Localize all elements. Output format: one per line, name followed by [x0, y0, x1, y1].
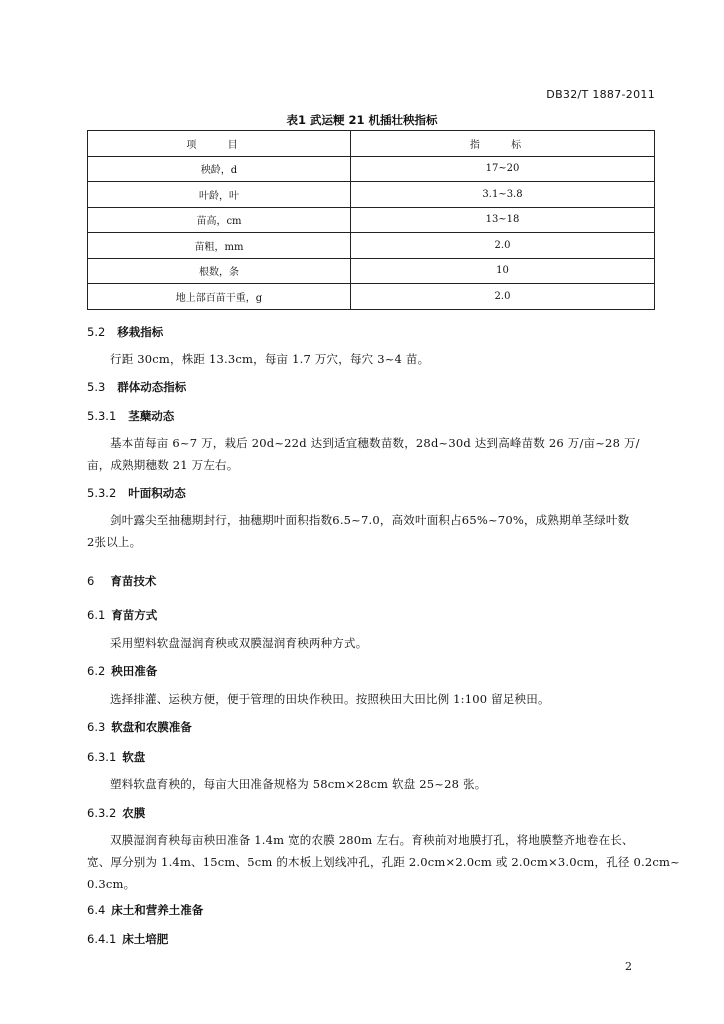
table-cell-item: 苗粗，mm: [88, 233, 351, 259]
paragraph-line: 采用塑料软盘湿润育秧或双膜湿润育秧两种方式。: [110, 636, 368, 650]
table-cell-value: 3.1~3.8: [351, 182, 655, 208]
paragraph-line: 行距 30cm，株距 13.3cm，每亩 1.7 万穴，每穴 3~4 苗。: [110, 352, 430, 366]
section-heading: [87, 931, 168, 947]
section-heading: [87, 805, 145, 821]
section-title: 茎蘖动态: [128, 409, 175, 423]
section-heading: [87, 607, 157, 623]
paragraph-line: 亩，成熟期穗数 21 万左右。: [87, 458, 239, 472]
section-title: 软盘: [122, 750, 146, 764]
table-cell-item: 叶龄，叶: [88, 182, 351, 208]
section-heading: [87, 573, 156, 589]
section-heading: [87, 663, 157, 679]
section-number: 6.4: [87, 903, 106, 917]
section-title: 床土和营养土准备: [111, 903, 204, 917]
table-header-row: [88, 131, 655, 157]
document-code: DB32/T 1887-2011: [546, 88, 655, 101]
table-row: [88, 182, 655, 208]
table-cell-value: 17~20: [351, 156, 655, 182]
section-title: 育苗方式: [111, 608, 158, 622]
paragraph-line: 剑叶露尖至抽穗期封行，抽穗期叶面积指数6.5~7.0，高效叶面积占65%~70%，成熟期单茎绿叶数: [110, 513, 630, 527]
table-cell-value: 10: [351, 258, 655, 284]
paragraph-line: 选择排灌、运秧方便，便于管理的田块作秧田。按照秧田大田比例 1:100 留足秧田。: [110, 692, 550, 706]
section-heading: [87, 485, 186, 501]
section-title: 叶面积动态: [128, 486, 186, 500]
table-header-value: 指 标: [351, 131, 655, 157]
table-cell-value: 2.0: [351, 284, 655, 310]
table-row: [88, 284, 655, 310]
section-title: 床土培肥: [122, 932, 169, 946]
section-number: 6: [87, 574, 95, 588]
table-row: [88, 258, 655, 284]
table-cell-item: 秧龄，d: [88, 156, 351, 182]
section-number: 6.4.1: [87, 932, 117, 946]
section-heading: [87, 408, 174, 424]
seedling-spec-table: [87, 130, 655, 310]
table-row: [88, 207, 655, 233]
section-title: 农膜: [122, 806, 146, 820]
section-title: 群体动态指标: [117, 380, 187, 394]
section-number: 5.3: [87, 380, 106, 394]
section-title: 移栽指标: [117, 325, 164, 339]
section-number: 6.1: [87, 608, 106, 622]
paragraph-line: 基本苗每亩 6~7 万，栽后 20d~22d 达到适宜穗数苗数，28d~30d 达到高峰苗数 26 万/亩~28 万/: [110, 436, 640, 450]
section-heading: [87, 324, 163, 340]
paragraph-line: 0.3cm。: [87, 877, 136, 891]
table-cell-item: 苗高，cm: [88, 207, 351, 233]
paragraph-line: 2张以上。: [87, 535, 142, 549]
table-cell-item: 根数，条: [88, 258, 351, 284]
section-heading: [87, 379, 186, 395]
section-heading: [87, 902, 203, 918]
section-number: 6.3: [87, 720, 106, 734]
section-title: 软盘和农膜准备: [111, 720, 192, 734]
section-number: 6.2: [87, 664, 106, 678]
section-title: 育苗技术: [110, 574, 157, 588]
table-cell-item: 地上部百苗干重，g: [88, 284, 351, 310]
table-row: [88, 233, 655, 259]
table-row: [88, 156, 655, 182]
section-number: 6.3.1: [87, 750, 117, 764]
section-number: 6.3.2: [87, 806, 117, 820]
section-number: 5.3.2: [87, 486, 117, 500]
table-cell-value: 13~18: [351, 207, 655, 233]
section-number: 5.3.1: [87, 409, 117, 423]
paragraph-line: 宽、厚分别为 1.4m、15cm、5cm 的木板上划线冲孔，孔距 2.0cm×2.0cm 或 2.0cm×3.0cm，孔径 0.2cm~: [87, 855, 680, 869]
paragraph-line: 双膜湿润育秧每亩秧田准备 1.4m 宽的农膜 280m 左右。育秧前对地膜打孔，将地膜整齐地卷在长、: [110, 833, 634, 847]
section-number: 5.2: [87, 325, 106, 339]
table-header-item: 项 目: [88, 131, 351, 157]
table-cell-value: 2.0: [351, 233, 655, 259]
table-title: 表1 武运粳 21 机插壮秧指标: [286, 113, 438, 127]
paragraph-line: 塑料软盘育秧的，每亩大田准备规格为 58cm×28cm 软盘 25~28 张。: [110, 777, 487, 791]
section-title: 秧田准备: [111, 664, 158, 678]
section-heading: [87, 749, 145, 765]
page-number: 2: [625, 960, 632, 973]
section-heading: [87, 719, 192, 735]
